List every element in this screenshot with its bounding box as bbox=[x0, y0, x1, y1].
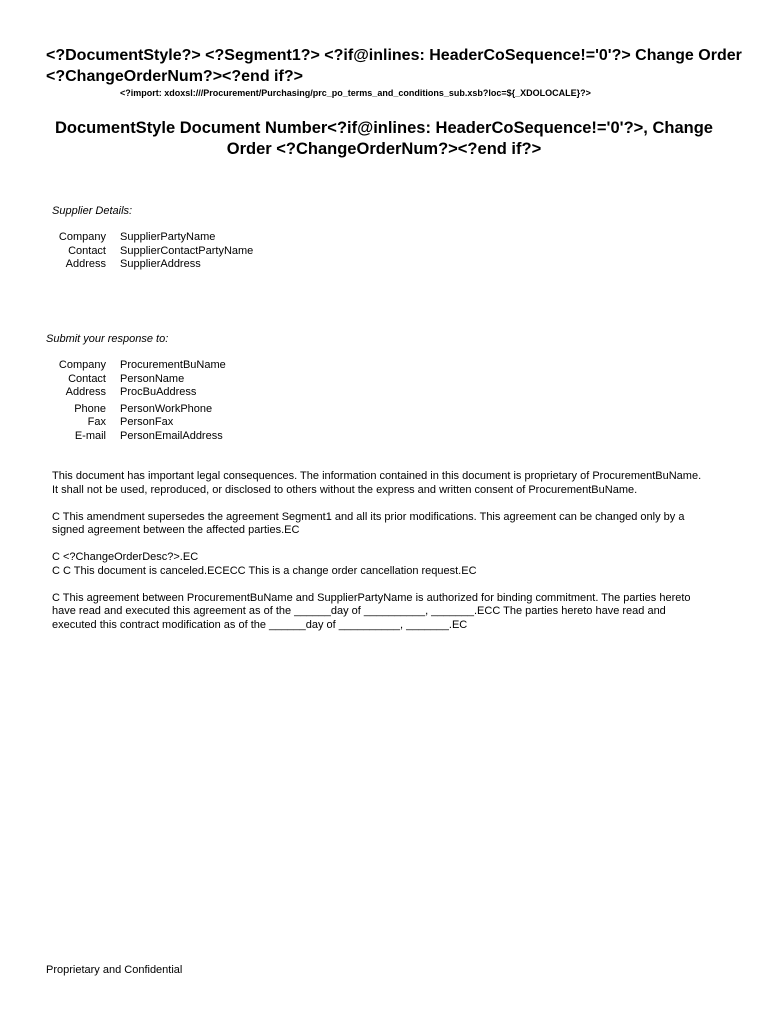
field-value: PersonWorkPhone bbox=[120, 402, 213, 415]
field-value: PersonName bbox=[120, 372, 185, 385]
supplier-company-row bbox=[46, 231, 253, 245]
field-label: Company bbox=[58, 359, 106, 371]
response-phone-row bbox=[46, 403, 226, 417]
import-directive: <?import: xdoxsl:///Procurement/Purchasing/prc_po_terms_and_conditions_sub.xsb?loc=${_XDOLOCALE}?> bbox=[120, 88, 591, 98]
supplier-address-row bbox=[46, 258, 253, 272]
field-value: PersonFax bbox=[120, 416, 174, 428]
response-company-row bbox=[46, 359, 226, 373]
field-value: PersonEmailAddress bbox=[120, 429, 223, 442]
field-label: Fax bbox=[87, 416, 106, 428]
field-value: SupplierContactPartyName bbox=[120, 244, 254, 257]
response-address-row bbox=[46, 386, 226, 400]
field-label: Company bbox=[58, 231, 106, 243]
submit-response-label: Submit your response to: bbox=[46, 333, 169, 345]
field-value: ProcurementBuName bbox=[120, 359, 226, 371]
document-title: DocumentStyle Document Number<?if@inlines: HeaderCoSequence!='0'?>, Change Order <?ChangeOrderNum?><?end if?> bbox=[55, 119, 713, 158]
field-value: SupplierAddress bbox=[120, 258, 201, 270]
authorization-paragraph: C This agreement between ProcurementBuName and SupplierPartyName is authorized for binding commitment. The parties hereto have read and executed this agreement as of the ______day of __________, _______.ECC The parties hereto have read and executed this contract modification as of the ______day of __________, _______.EC bbox=[52, 591, 691, 631]
page-footer: Proprietary and Confidential bbox=[46, 964, 183, 976]
field-label: E-mail bbox=[74, 429, 106, 442]
field-label: Address bbox=[65, 386, 106, 398]
supplier-details-block bbox=[46, 231, 253, 272]
field-label: Contact bbox=[68, 244, 106, 257]
legal-notice-paragraph: This document has important legal consequences. The information contained in this document is proprietary of ProcurementBuName. It shall not be used, reproduced, or disclosed to others without the express and written consent of ProcurementBuName. bbox=[52, 470, 702, 496]
field-value: SupplierPartyName bbox=[120, 231, 216, 243]
supplier-details-label: Supplier Details: bbox=[52, 205, 133, 217]
response-fax-row bbox=[46, 416, 226, 430]
field-value: ProcBuAddress bbox=[120, 386, 197, 398]
response-email-row bbox=[46, 430, 226, 444]
change-order-description: C <?ChangeOrderDesc?>.EC bbox=[52, 551, 199, 563]
terms-body bbox=[52, 470, 702, 646]
supplier-contact-row bbox=[46, 245, 253, 259]
cancellation-paragraph: C C This document is canceled.ECECC This is a change order cancellation request.EC bbox=[52, 564, 477, 577]
amendment-paragraph: C This amendment supersedes the agreement Segment1 and all its prior modifications. This agreement can be changed only by a signed agreement between the affected parties.EC bbox=[52, 510, 685, 536]
response-contact-block bbox=[46, 359, 226, 443]
field-label: Phone bbox=[74, 402, 106, 415]
document-header-title: <?DocumentStyle?> <?Segment1?> <?if@inlines: HeaderCoSequence!='0'?> Change Order <?ChangeOrderNum?><?end if?> bbox=[46, 47, 742, 85]
response-contact-row bbox=[46, 373, 226, 387]
field-label: Address bbox=[65, 258, 106, 270]
field-label: Contact bbox=[68, 372, 106, 385]
